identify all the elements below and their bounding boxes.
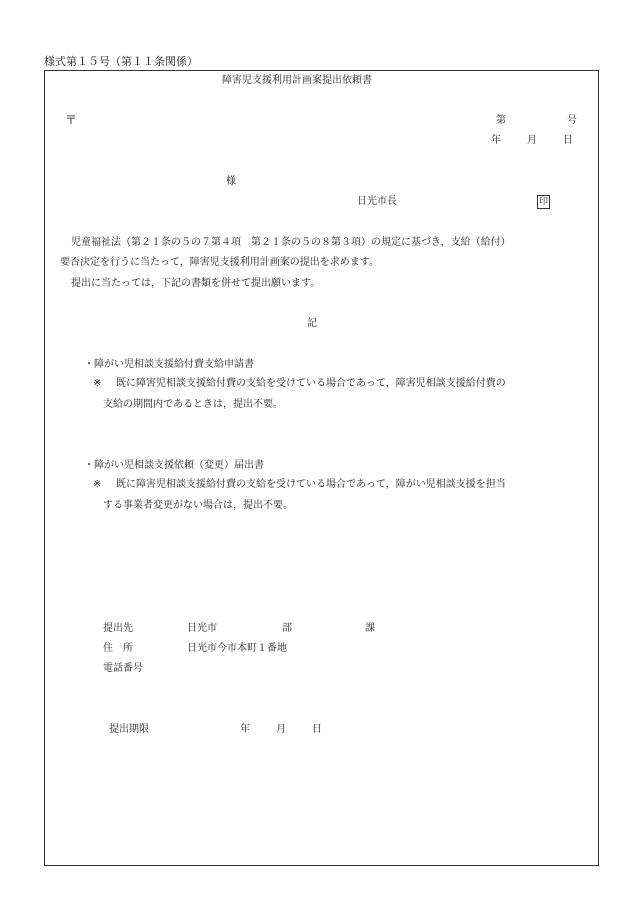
submission-address-value: 日光市今市本町１番地 xyxy=(187,643,287,654)
date-month: 月 xyxy=(527,135,537,146)
item-title: ・障がい児相談支援依頼（変更）届出書 xyxy=(84,460,264,471)
body-text-line3: 提出に当たっては，下記の書類を併せて提出願います。 xyxy=(71,278,321,289)
ki-heading: 記 xyxy=(307,318,317,329)
date-year: 年 xyxy=(491,135,501,146)
submission-dept: 部 xyxy=(282,623,292,634)
submission-to-label: 提出先 xyxy=(103,623,133,634)
deadline-label: 提出期限 xyxy=(109,724,149,735)
form-number: 様式第１５号（第１１条関係） xyxy=(44,55,198,68)
item-note-line2: 支給の期間内であるときは，提出不要。 xyxy=(103,399,283,410)
deadline-day: 日 xyxy=(312,724,322,735)
item-note-line1: 既に障害児相談支援給付費の支給を受けている場合であって，障がい児相談支援を担当 xyxy=(116,479,506,490)
deadline-year: 年 xyxy=(240,724,250,735)
body-text-line1: 児童福祉法（第２１条の５の７第４項 第２１条の５の８第３項）の規定に基づき，支給（給付） xyxy=(71,237,511,248)
item-note-mark: ※ xyxy=(93,378,102,389)
submission-to-value: 日光市 xyxy=(187,623,217,634)
deadline-month: 月 xyxy=(276,724,286,735)
body-text-line2: 要否決定を行うに当たって，障害児支援利用計画案の提出を求めます。 xyxy=(60,257,379,268)
submission-address-label: 住 所 xyxy=(103,643,133,654)
issuer: 日光市長 xyxy=(357,196,397,207)
submission-phone-label: 電話番号 xyxy=(103,663,143,674)
item-note-mark: ※ xyxy=(93,479,102,490)
doc-number-prefix: 第 xyxy=(496,115,506,126)
doc-number-suffix: 号 xyxy=(567,115,577,126)
submission-section: 課 xyxy=(365,623,375,634)
seal: 印 xyxy=(538,197,548,207)
document-title: 障害児支援利用計画案提出依頼書 xyxy=(222,75,372,86)
date-day: 日 xyxy=(563,135,573,146)
item-note-line1: 既に障害児相談支援給付費の支給を受けている場合であって，障害児相談支援給付費の xyxy=(116,378,506,389)
postal-mark: 〒 xyxy=(65,113,78,127)
addressee-suffix: 様 xyxy=(226,176,236,187)
item-note-line2: する事業者変更がない場合は，提出不要。 xyxy=(103,500,293,511)
item-title: ・障がい児相談支援給付費支給申請書 xyxy=(84,359,254,370)
